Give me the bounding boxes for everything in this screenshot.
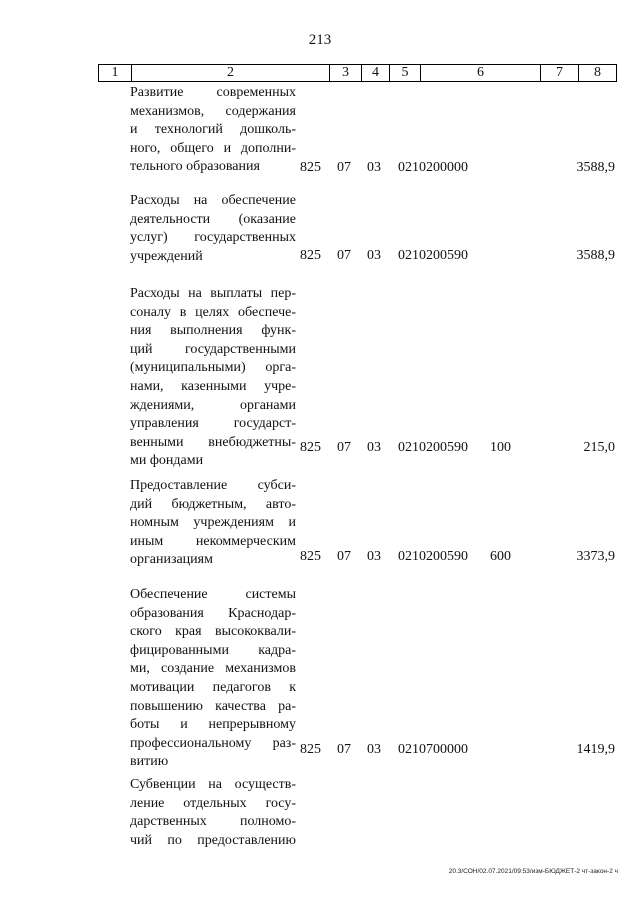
cell-target-code: 0210200590 [398,549,468,564]
header-col-7: 7 [541,65,579,81]
row-description: Расходы на обеспечение деятельности (оказание услуг) государственных учреждений [130,193,296,264]
header-col-5: 5 [390,65,421,81]
document-footer: 20.3/СОН/02.07.2021/09:53/изм-БЮДЖЕТ-2 чт-закон-2 ч [448,868,618,875]
cell-amount: 3373,9 [576,549,615,564]
row-description: Субвенции на осуществ- ление отдельных госу- дарственных полномо- чий по предоставлению [130,777,296,848]
page-number: 213 [308,32,332,48]
header-col-2: 2 [132,65,330,81]
cell-target-code: 0210700000 [398,742,468,757]
cell-section: 07 [337,549,351,564]
cell-subsection: 03 [367,440,381,455]
cell-section: 07 [337,742,351,757]
cell-expense-type: 600 [490,549,511,564]
cell-ministry: 825 [300,549,321,564]
header-col-8: 8 [594,65,601,80]
cell-expense-type: 100 [490,440,511,455]
cell-ministry: 825 [300,742,321,757]
cell-section: 07 [337,248,351,263]
cell-subsection: 03 [367,160,381,175]
cell-amount: 1419,9 [576,742,615,757]
row-description: Обеспечение системы образования Краснодар- ского края высококвали- фицированными кадра- ми, создание механизмов мотивации педагогов к повышению качества ра- боты и непрерывному профессиональному раз- витию [130,587,296,770]
row-description: Развитие современных механизмов, содержания и технологий дошколь- ного, общего и дополни- тельного образования [130,85,296,175]
header-col-3: 3 [330,65,362,81]
table-header-row [98,64,617,82]
cell-amount: 215,0 [583,440,615,455]
cell-subsection: 03 [367,742,381,757]
row-description: Расходы на выплаты пер- соналу в целях обеспече- ния выполнения функ- ций государственными (муниципальными) орга- нами, казенными учре- ждениями, органами управления государст- венными внебюджетны- ми фондами [130,286,296,469]
cell-ministry: 825 [300,248,321,263]
cell-amount: 3588,9 [576,248,615,263]
header-col-1: 1 [99,65,132,81]
cell-subsection: 03 [367,248,381,263]
row-description: Предоставление субси- дий бюджетным, авто- номным учреждениям и иным некоммерческим организациям [130,478,296,568]
cell-section: 07 [337,160,351,175]
cell-target-code: 0210200590 [398,440,468,455]
cell-ministry: 825 [300,440,321,455]
cell-subsection: 03 [367,549,381,564]
cell-section: 07 [337,440,351,455]
header-col-4: 4 [362,65,390,81]
cell-amount: 3588,9 [576,160,615,175]
header-col-6: 6 [421,65,541,81]
cell-target-code: 0210200000 [398,160,468,175]
cell-target-code: 0210200590 [398,248,468,263]
cell-ministry: 825 [300,160,321,175]
